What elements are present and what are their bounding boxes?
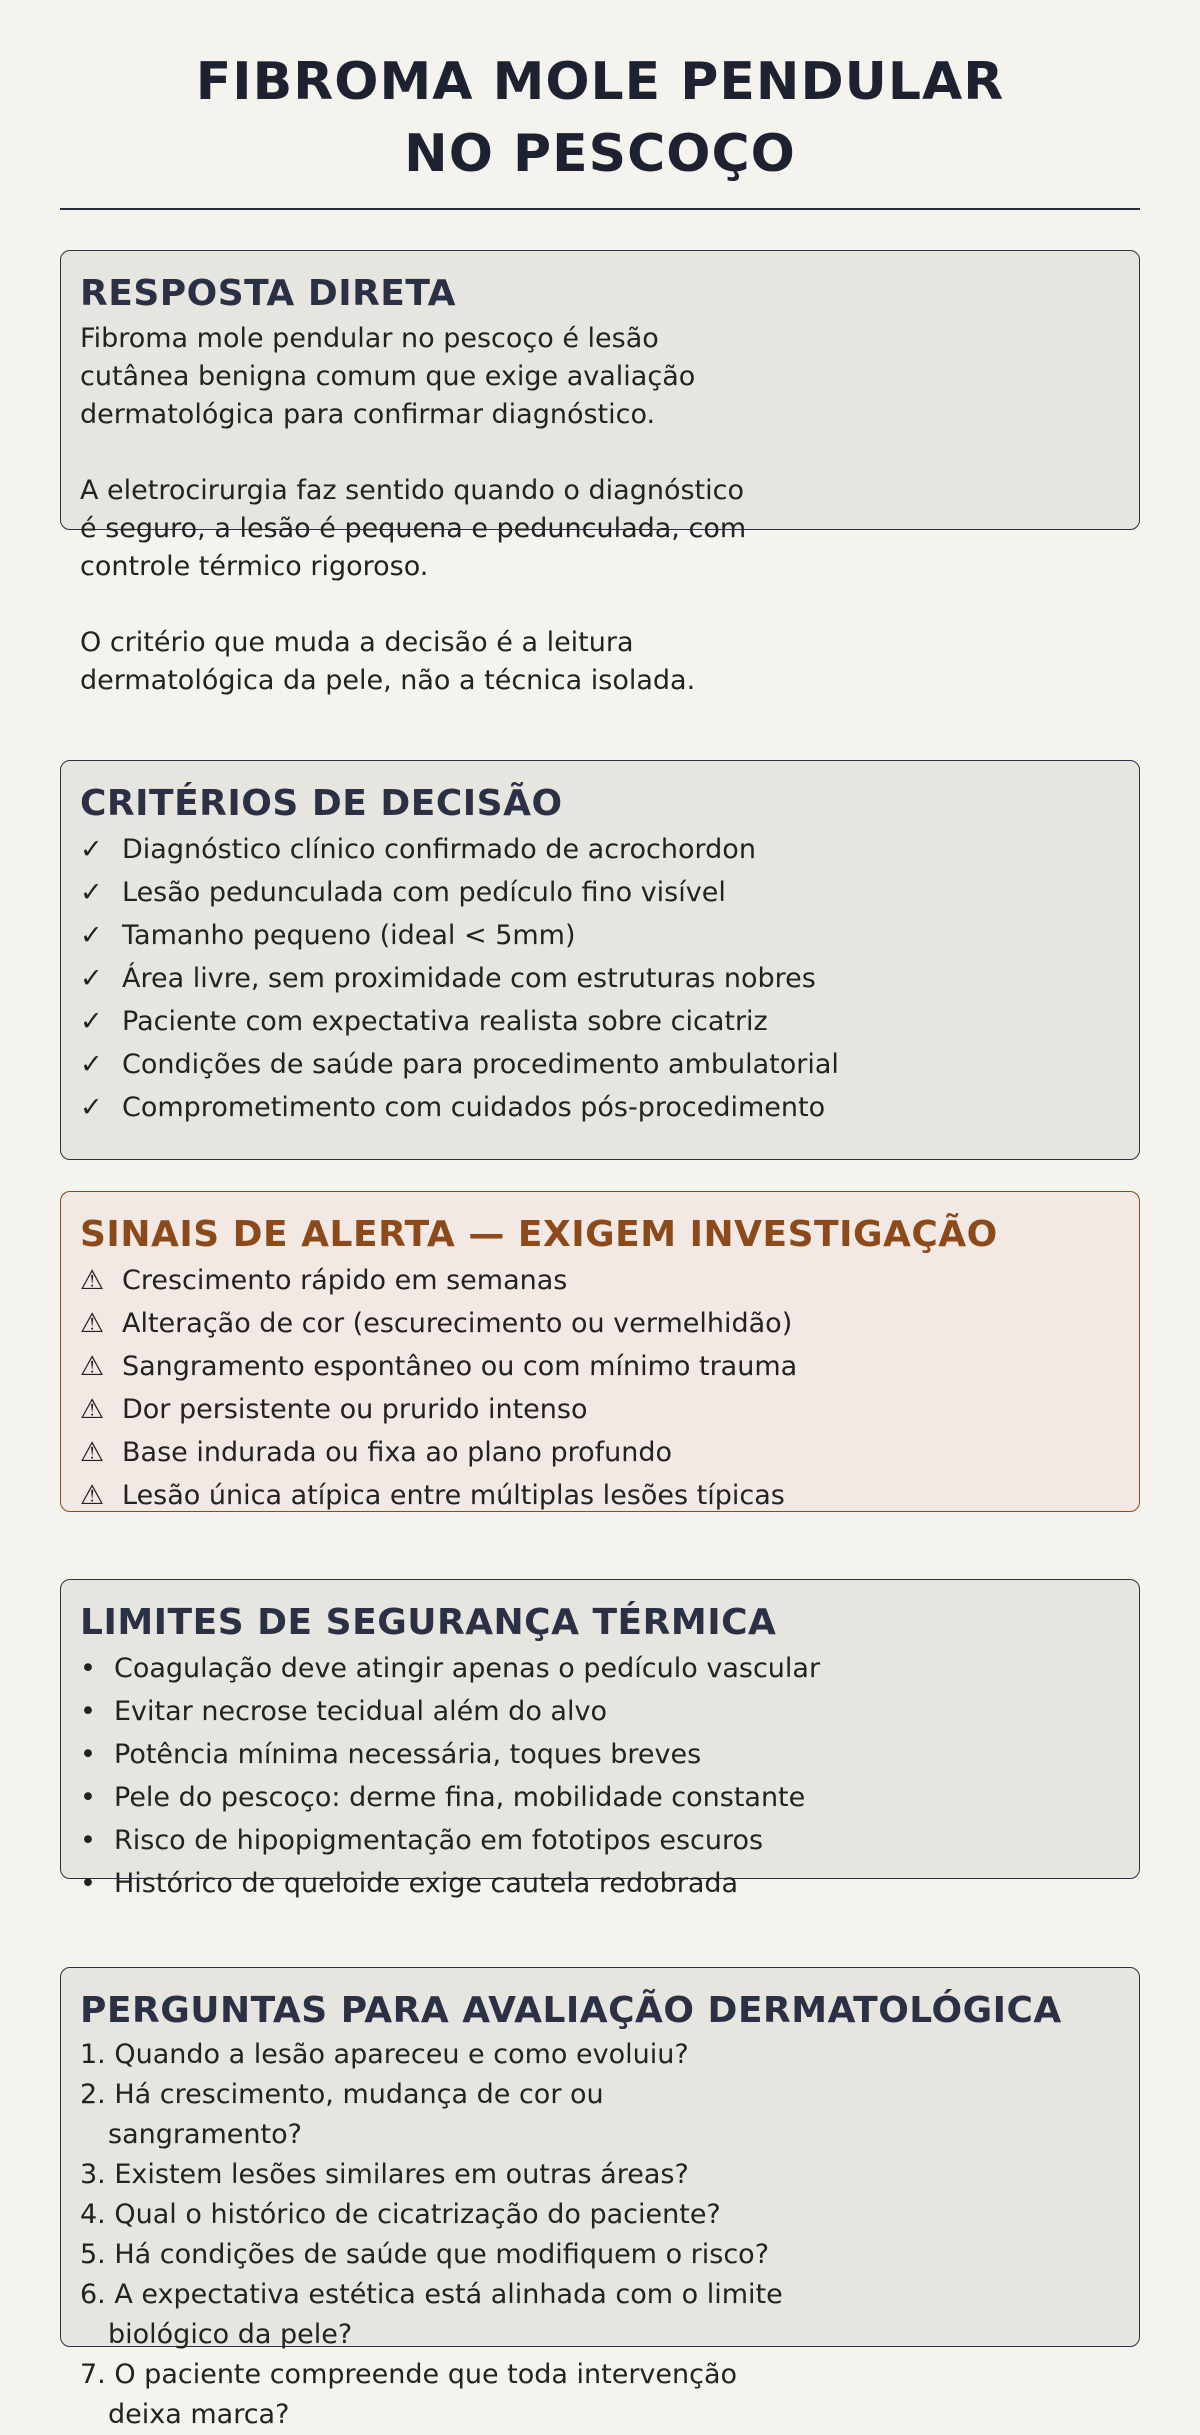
list-item: ✓ Diagnóstico clínico confirmado de acrochordon: [80, 828, 1120, 871]
check-icon: ✓: [80, 834, 103, 865]
warning-icon: ⚠: [80, 1480, 105, 1511]
bullet-icon: •: [80, 1825, 96, 1856]
resposta-paragraph: Fibroma mole pendular no pescoço é lesão cutânea benigna comum que exige avaliação dermatológica para confirmar diagnóstico.: [80, 323, 696, 430]
list-item: ✓ Tamanho pequeno (ideal < 5mm): [80, 914, 1120, 957]
list-item: • Histórico de queloide exige cautela redobrada: [80, 1862, 1120, 1905]
check-icon: ✓: [80, 963, 103, 994]
criterios-content: [80, 782, 1120, 1129]
list-item: ✓ Paciente com expectativa realista sobre cicatriz: [80, 1000, 1120, 1043]
list-item: • Potência mínima necessária, toques breves: [80, 1733, 1120, 1776]
perguntas-content: [80, 1989, 1120, 2435]
list-item: • Risco de hipopigmentação em fototipos escuros: [80, 1819, 1120, 1862]
limites-list: [80, 1647, 1120, 1905]
limites-content: [80, 1601, 1120, 1905]
list-item: • Pele do pescoço: derme fina, mobilidade constante: [80, 1776, 1120, 1819]
sinais-alerta-list: [80, 1259, 1120, 1517]
warning-icon: ⚠: [80, 1265, 105, 1296]
title-line-1: FIBROMA MOLE PENDULAR: [195, 52, 1005, 112]
criterios-list: [80, 828, 1120, 1129]
warning-icon: ⚠: [80, 1308, 105, 1339]
list-item: ⚠ Alteração de cor (escurecimento ou vermelhidão): [80, 1302, 1120, 1345]
title-line-2: NO PESCOÇO: [404, 124, 796, 184]
limites-heading: LIMITES DE SEGURANÇA TÉRMICA: [80, 1602, 777, 1643]
list-item: 6. A expectativa estética está alinhada com o limite biológico da pele?: [80, 2279, 783, 2350]
check-icon: ✓: [80, 877, 103, 908]
bullet-icon: •: [80, 1739, 96, 1770]
warning-icon: ⚠: [80, 1437, 105, 1468]
perguntas-heading: PERGUNTAS PARA AVALIAÇÃO DERMATOLÓGICA: [80, 1990, 1062, 2031]
resposta-direta-content: [80, 272, 1120, 700]
resposta-paragraph: O critério que muda a decisão é a leitura dermatológica da pele, não a técnica isolada.: [80, 627, 696, 696]
resposta-direta-body: [80, 320, 760, 700]
resposta-paragraph: A eletrocirurgia faz sentido quando o diagnóstico é seguro, a lesão é pequena e pedunculada, com controle térmico rigoroso.: [80, 475, 747, 582]
list-item: 7. O paciente compreende que toda intervenção deixa marca?: [80, 2359, 738, 2430]
list-item: ⚠ Crescimento rápido em semanas: [80, 1259, 1120, 1302]
list-item: 2. Há crescimento, mudança de cor ou sangramento?: [80, 2079, 604, 2150]
check-icon: ✓: [80, 920, 103, 951]
bullet-icon: •: [80, 1782, 96, 1813]
warning-icon: ⚠: [80, 1351, 105, 1382]
list-item: ✓ Comprometimento com cuidados pós-procedimento: [80, 1086, 1120, 1129]
list-item: • Coagulação deve atingir apenas o pedículo vascular: [80, 1647, 1120, 1690]
list-item: ✓ Área livre, sem proximidade com estruturas nobres: [80, 957, 1120, 1000]
bullet-icon: •: [80, 1653, 96, 1684]
list-item: ⚠ Sangramento espontâneo ou com mínimo trauma: [80, 1345, 1120, 1388]
list-item: ⚠ Lesão única atípica entre múltiplas lesões típicas: [80, 1474, 1120, 1517]
title-divider: [60, 208, 1140, 210]
check-icon: ✓: [80, 1092, 103, 1123]
list-item: ⚠ Dor persistente ou prurido intenso: [80, 1388, 1120, 1431]
list-item: ✓ Lesão pedunculada com pedículo fino visível: [80, 871, 1120, 914]
list-item: ✓ Condições de saúde para procedimento ambulatorial: [80, 1043, 1120, 1086]
list-item: 1. Quando a lesão apareceu e como evoluiu?: [80, 2039, 689, 2070]
sinais-alerta-content: [80, 1213, 1120, 1517]
check-icon: ✓: [80, 1006, 103, 1037]
check-icon: ✓: [80, 1049, 103, 1080]
list-item: 4. Qual o histórico de cicatrização do paciente?: [80, 2199, 721, 2230]
perguntas-list: [80, 2035, 800, 2435]
list-item: 3. Existem lesões similares em outras áreas?: [80, 2159, 689, 2190]
bullet-icon: •: [80, 1696, 96, 1727]
list-item: • Evitar necrose tecidual além do alvo: [80, 1690, 1120, 1733]
criterios-heading: CRITÉRIOS DE DECISÃO: [80, 783, 563, 824]
list-item: ⚠ Base indurada ou fixa ao plano profundo: [80, 1431, 1120, 1474]
resposta-direta-heading: RESPOSTA DIRETA: [80, 273, 457, 314]
bullet-icon: •: [80, 1868, 96, 1899]
page-title: [0, 46, 1200, 190]
sinais-alerta-heading: SINAIS DE ALERTA — EXIGEM INVESTIGAÇÃO: [80, 1214, 998, 1255]
list-item: 5. Há condições de saúde que modifiquem o risco?: [80, 2239, 770, 2270]
warning-icon: ⚠: [80, 1394, 105, 1425]
